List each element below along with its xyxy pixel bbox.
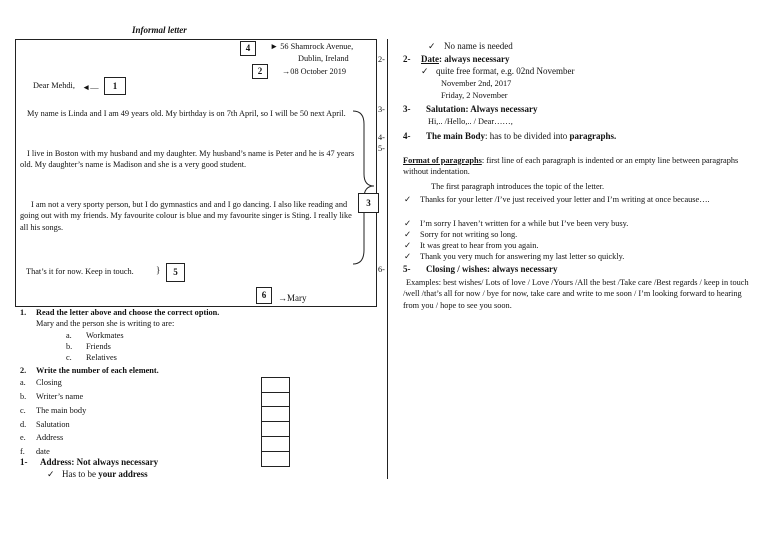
- example-phrase: It was great to hear from you again.: [420, 241, 539, 250]
- label-3-box: 3: [358, 193, 379, 213]
- margin-label: 3-: [378, 105, 385, 114]
- note-4-number: 4-: [403, 131, 411, 141]
- check-icon: ✓: [47, 469, 55, 479]
- note-1-number: 1-: [20, 457, 28, 467]
- label-6-box: 6: [256, 287, 272, 304]
- format-intro: The first paragraph introduces the topic of the letter.: [431, 182, 605, 191]
- check-icon: ✓: [404, 230, 411, 239]
- letter-closing: That’s it for now. Keep in touch.: [26, 267, 134, 276]
- label-1-box: 1: [104, 77, 126, 95]
- q2-item-letter: d.: [20, 420, 27, 429]
- q2-item-letter: f.: [20, 447, 25, 456]
- letter-greeting: Dear Mehdi,: [33, 81, 75, 90]
- example-phrase: Sorry for not writing so long.: [420, 230, 518, 239]
- note-1-sub: Has to be your address: [62, 469, 148, 479]
- page-title: Informal letter: [132, 25, 187, 35]
- example-phrase: Thanks for your letter /I’ve just received your letter and I’m writing at once because….: [420, 195, 710, 204]
- example-phrase: Thank you very much for answering my last letter so quickly.: [420, 252, 625, 261]
- q2-item-letter: e.: [20, 433, 26, 442]
- q2-title: Write the number of each element.: [36, 366, 159, 375]
- letter-date: →08 October 2019: [282, 67, 347, 76]
- note-3-sub: Hi,.. /Hello,.. / Dear……,: [428, 117, 513, 126]
- q1-number: 1.: [20, 308, 27, 317]
- check-icon: ✓: [428, 41, 436, 51]
- q1-title: Read the letter above and choose the correct option.: [36, 308, 220, 317]
- q2-item-letter: b.: [20, 392, 27, 401]
- note-1-title: Address: Not always necessary: [40, 457, 159, 467]
- q2-item-text: date: [36, 447, 50, 456]
- q2-item-text: Writer’s name: [36, 392, 84, 401]
- label-4-box: 4: [240, 41, 256, 56]
- check-icon: ✓: [404, 241, 411, 250]
- brace-icon: }: [156, 265, 161, 275]
- q1-option-letter: a.: [66, 331, 72, 340]
- q1-option-letter: b.: [66, 342, 73, 351]
- note-2-example: Friday, 2 November: [441, 91, 508, 100]
- label-2-box: 2: [252, 64, 268, 79]
- answer-box[interactable]: [261, 407, 290, 422]
- letter-signature: →Mary: [278, 293, 307, 303]
- note-2-sub: quite free format, e.g. 02nd November: [436, 66, 575, 76]
- q1-option-text: Workmates: [86, 331, 124, 340]
- note-2-number: 2-: [403, 54, 411, 64]
- check-icon: ✓: [404, 252, 411, 261]
- q2-item-text: Salutation: [36, 420, 70, 429]
- q2-number: 2.: [20, 366, 27, 375]
- note-4-title: The main Body: has to be divided into paragraphs.: [426, 131, 617, 141]
- q1-option-text: Relatives: [86, 353, 117, 362]
- note-3-title: Salutation: Always necessary: [426, 104, 538, 114]
- answer-box[interactable]: [261, 377, 290, 393]
- note-2-title: Date: always necessary: [421, 54, 510, 64]
- column-divider: [387, 39, 388, 479]
- margin-label: 5-: [378, 144, 385, 153]
- q2-item-letter: c.: [20, 406, 26, 415]
- margin-label: 4-: [378, 133, 385, 142]
- note-2-example: November 2nd, 2017: [441, 79, 512, 88]
- note-5-title: Closing / wishes: always necessary: [426, 264, 558, 274]
- check-icon: ✓: [404, 195, 411, 204]
- label-5-box: 5: [166, 263, 185, 282]
- answer-box[interactable]: [261, 437, 290, 452]
- answer-box[interactable]: [261, 392, 290, 407]
- check-icon: ✓: [404, 219, 411, 228]
- margin-label: 2-: [378, 55, 385, 64]
- note-5-number: 5-: [403, 264, 411, 274]
- arrow-left-icon: ◄—: [82, 83, 99, 92]
- q2-item-text: Closing: [36, 378, 62, 387]
- letter-paragraph-1: My name is Linda and I am 49 years old. My birthday is on 7th April, so I will be 50 next April.: [27, 109, 346, 118]
- letter-paragraph-3: I am not a very sporty person, but I do gymnastics and and I go dancing. I also like reading and going out with my friends. My favourite colour is blue and my favourite singer is Sting. I really like all his songs.: [20, 200, 352, 232]
- address-line-2: Dublin, Ireland: [298, 54, 349, 63]
- answer-box[interactable]: [261, 452, 290, 467]
- q1-option-letter: c.: [66, 353, 72, 362]
- q2-item-text: Address: [36, 433, 64, 442]
- answer-box[interactable]: [261, 422, 290, 437]
- address-line-1: ► 56 Shamrock Avenue,: [270, 42, 354, 51]
- margin-label: 6-: [378, 265, 385, 274]
- q1-stem: Mary and the person she is writing to are:: [36, 319, 175, 328]
- q2-item-text: The main body: [36, 406, 87, 415]
- format-paragraphs: Format of paragraphs: first line of each paragraph is indented or an empty line between paragraphs without indentation.: [403, 156, 739, 177]
- answer-boxes: [261, 377, 290, 467]
- note-5-text: Examples: best wishes/ Lots of love / Love /Yours /All the best /Take care /Best regards / keep in touch /well /that’s all for now / bye for now, take care and write to me soon / I’m looking forward to hearing from you / hope to see you soon.: [403, 278, 749, 310]
- note-1b: No name is needed: [444, 41, 513, 51]
- q2-item-letter: a.: [20, 378, 26, 387]
- q1-option-text: Friends: [86, 342, 111, 351]
- curly-brace-icon: [350, 110, 380, 266]
- note-3-number: 3-: [403, 104, 411, 114]
- letter-paragraph-2: I live in Boston with my husband and my daughter. My husband’s name is Peter and he is 47 years old. My daughter’s name is Madison and she is a very good student.: [20, 149, 355, 170]
- example-phrase: I’m sorry I haven’t written for a while but I’ve been very busy.: [420, 219, 629, 228]
- check-icon: ✓: [421, 66, 429, 76]
